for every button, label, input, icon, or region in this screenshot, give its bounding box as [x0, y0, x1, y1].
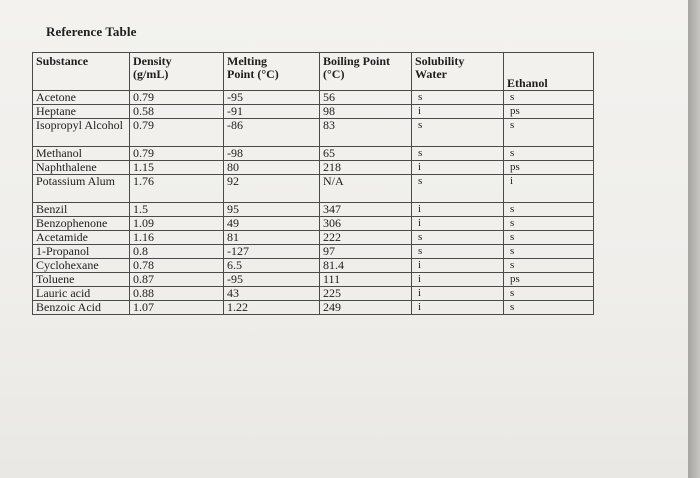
table-row [33, 301, 594, 315]
cell-boiling: 306 [320, 217, 412, 231]
cell-ethanol: s [504, 147, 594, 161]
cell-melting: 6.5 [224, 259, 320, 273]
cell-substance: Methanol [33, 147, 130, 161]
cell-water: i [412, 161, 504, 175]
cell-water: s [412, 231, 504, 245]
cell-substance: Benzophenone [33, 217, 130, 231]
cell-ethanol: s [504, 217, 594, 231]
cell-ethanol: s [504, 203, 594, 217]
background-edge [688, 0, 700, 478]
header-water-label: Water [415, 67, 447, 81]
table-row [33, 231, 594, 245]
header-melting-line2: Point (°C) [227, 67, 279, 81]
cell-melting: -127 [224, 245, 320, 259]
cell-water: s [412, 175, 504, 203]
cell-substance: Cyclohexane [33, 259, 130, 273]
cell-ethanol: s [504, 245, 594, 259]
cell-melting: 49 [224, 217, 320, 231]
cell-density: 0.79 [130, 119, 224, 147]
cell-density: 1.76 [130, 175, 224, 203]
cell-density: 0.58 [130, 105, 224, 119]
cell-boiling: 65 [320, 147, 412, 161]
cell-boiling: 222 [320, 231, 412, 245]
header-boiling-line2: (°C) [323, 67, 345, 81]
reference-table [32, 52, 594, 315]
cell-boiling: 218 [320, 161, 412, 175]
cell-water: s [412, 119, 504, 147]
cell-boiling: 347 [320, 203, 412, 217]
cell-density: 0.88 [130, 287, 224, 301]
header-melting-line1: Melting [227, 54, 267, 68]
header-boiling-point [320, 53, 412, 91]
cell-boiling: 56 [320, 91, 412, 105]
cell-melting: 1.22 [224, 301, 320, 315]
cell-ethanol: s [504, 231, 594, 245]
cell-ethanol: s [504, 301, 594, 315]
cell-water: i [412, 203, 504, 217]
table-row [33, 175, 594, 203]
cell-density: 0.79 [130, 91, 224, 105]
cell-density: 0.78 [130, 259, 224, 273]
cell-substance: Benzoic Acid [33, 301, 130, 315]
header-water [412, 53, 504, 91]
header-density-line1: Density [133, 54, 172, 68]
table-row [33, 91, 594, 105]
cell-boiling: N/A [320, 175, 412, 203]
cell-water: i [412, 259, 504, 273]
cell-melting: -91 [224, 105, 320, 119]
cell-substance: Potassium Alum [33, 175, 130, 203]
cell-substance: Toluene [33, 273, 130, 287]
cell-substance: Heptane [33, 105, 130, 119]
header-substance [33, 53, 130, 91]
table-row [33, 161, 594, 175]
cell-ethanol: s [504, 287, 594, 301]
header-ethanol [504, 53, 594, 91]
page-title: Reference Table [46, 24, 137, 39]
table-row [33, 105, 594, 119]
cell-density: 1.15 [130, 161, 224, 175]
header-melting-point [224, 53, 320, 91]
cell-boiling: 111 [320, 273, 412, 287]
cell-ethanol: ps [504, 105, 594, 119]
cell-melting: 92 [224, 175, 320, 203]
table-body [33, 91, 594, 315]
cell-substance: Lauric acid [33, 287, 130, 301]
cell-water: s [412, 147, 504, 161]
header-solubility: Solubility [415, 54, 465, 68]
cell-melting: -95 [224, 91, 320, 105]
cell-water: i [412, 287, 504, 301]
table-row [33, 245, 594, 259]
cell-ethanol: s [504, 91, 594, 105]
cell-water: s [412, 245, 504, 259]
cell-boiling: 98 [320, 105, 412, 119]
cell-melting: 81 [224, 231, 320, 245]
cell-melting: -98 [224, 147, 320, 161]
cell-density: 0.87 [130, 273, 224, 287]
cell-boiling: 83 [320, 119, 412, 147]
cell-melting: 95 [224, 203, 320, 217]
table-row [33, 259, 594, 273]
cell-density: 1.5 [130, 203, 224, 217]
cell-boiling: 225 [320, 287, 412, 301]
cell-ethanol: s [504, 119, 594, 147]
cell-ethanol: i [504, 175, 594, 203]
cell-density: 1.16 [130, 231, 224, 245]
cell-boiling: 249 [320, 301, 412, 315]
cell-density: 0.8 [130, 245, 224, 259]
cell-melting: 80 [224, 161, 320, 175]
cell-ethanol: s [504, 259, 594, 273]
table-row [33, 287, 594, 301]
table-row [33, 217, 594, 231]
table-row [33, 203, 594, 217]
table-row [33, 147, 594, 161]
cell-density: 1.09 [130, 217, 224, 231]
cell-substance: Acetamide [33, 231, 130, 245]
cell-substance: Acetone [33, 91, 130, 105]
table-row [33, 119, 594, 147]
cell-density: 1.07 [130, 301, 224, 315]
cell-substance: Benzil [33, 203, 130, 217]
cell-water: i [412, 217, 504, 231]
cell-water: s [412, 91, 504, 105]
cell-melting: -86 [224, 119, 320, 147]
cell-melting: -95 [224, 273, 320, 287]
cell-density: 0.79 [130, 147, 224, 161]
header-density [130, 53, 224, 91]
cell-water: i [412, 273, 504, 287]
cell-ethanol: ps [504, 161, 594, 175]
cell-boiling: 81.4 [320, 259, 412, 273]
cell-water: i [412, 105, 504, 119]
table-row [33, 273, 594, 287]
header-boiling-line1: Boiling Point [323, 54, 391, 68]
cell-ethanol: ps [504, 273, 594, 287]
header-ethanol-label: Ethanol [507, 76, 548, 90]
cell-boiling: 97 [320, 245, 412, 259]
cell-substance: Naphthalene [33, 161, 130, 175]
cell-substance: 1-Propanol [33, 245, 130, 259]
cell-substance: Isopropyl Alcohol [33, 119, 130, 147]
header-substance-label: Substance [36, 54, 89, 68]
cell-water: i [412, 301, 504, 315]
cell-melting: 43 [224, 287, 320, 301]
header-density-line2: (g/mL) [133, 67, 169, 81]
